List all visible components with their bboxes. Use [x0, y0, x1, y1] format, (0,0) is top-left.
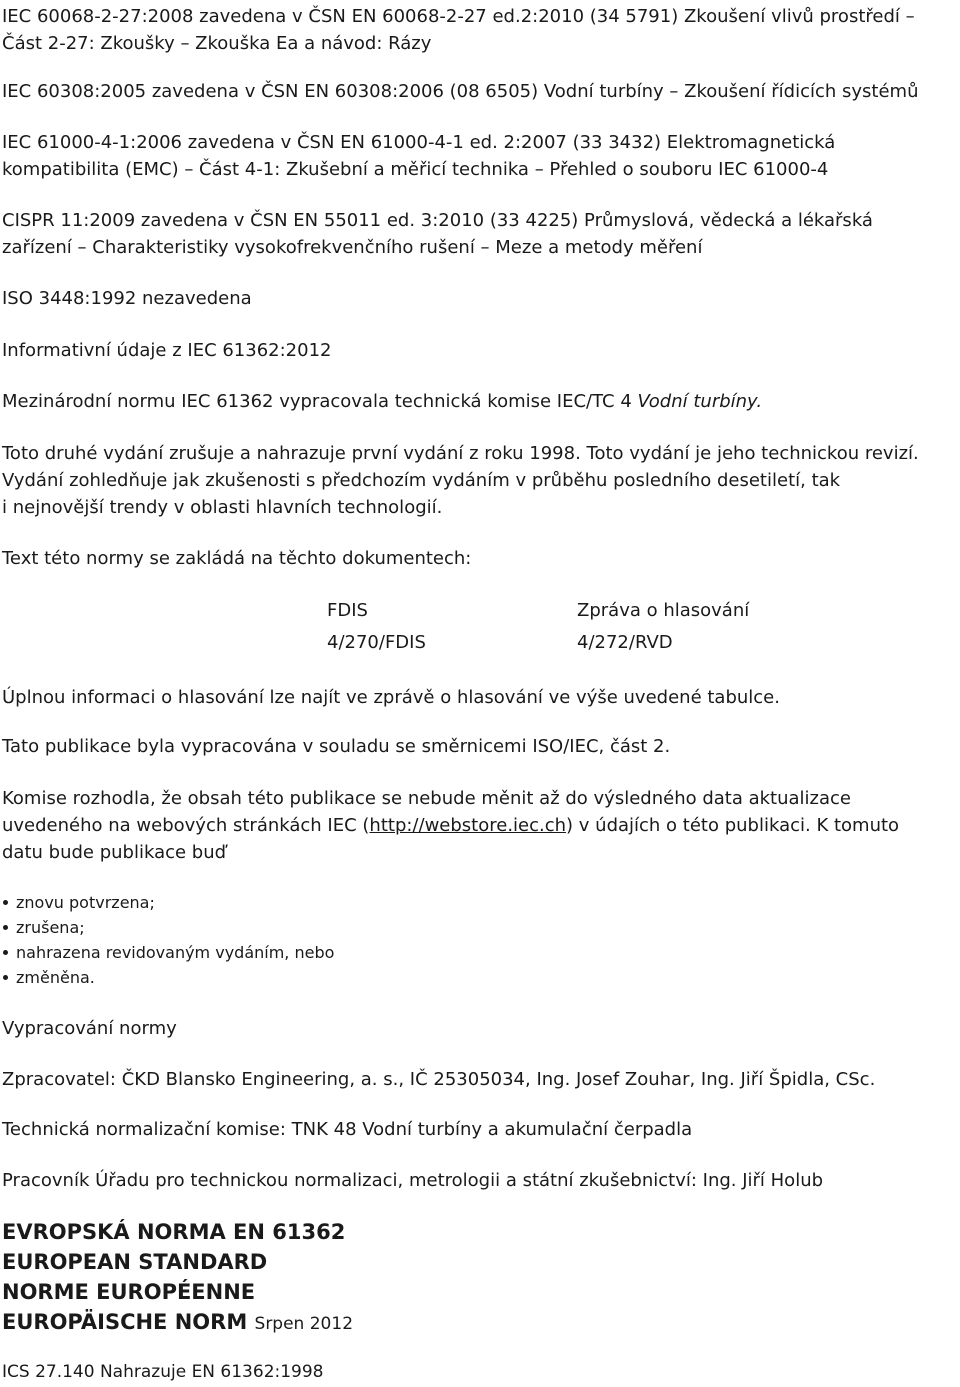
full-voting-info-text: Úplnou informaci o hlasování lze najít ve zprávě o hlasování ve výše uvedené tabulce.	[2, 687, 780, 708]
voting-table-cell-fdis: 4/270/FDIS	[327, 632, 426, 653]
edition-line3: i nejnovější trendy v oblasti hlavních technologií.	[2, 497, 443, 518]
edition-paragraph	[2, 440, 919, 521]
reference-cispr11	[2, 207, 873, 261]
list-item: zrušena;	[2, 915, 334, 940]
bullet-icon	[3, 925, 8, 930]
reference-iso3448: ISO 3448:1992 nezavedena	[2, 288, 252, 309]
iec-webstore-link[interactable]: http://webstore.iec.ch	[369, 815, 567, 836]
voting-table-header-report: Zpráva o hlasování	[577, 600, 750, 621]
reference-cispr11-line1: CISPR 11:2009 zavedena v ČSN EN 55011 ed. 3:2010 (33 4225) Průmyslová, vědecká a lékařská	[2, 210, 873, 231]
preparation-author: Zpracovatel: ČKD Blansko Engineering, a. s., IČ 25305034, Ing. Josef Zouhar, Ing. Jiří Špidla, CSc.	[2, 1069, 876, 1090]
preparation-committee: Technická normalizační komise: TNK 48 Vodní turbíny a akumulační čerpadla	[2, 1119, 693, 1140]
committee-line3: datu bude publikace buď	[2, 842, 227, 863]
standard-title-en: EUROPEAN STANDARD	[2, 1250, 268, 1274]
bullet-icon	[3, 975, 8, 980]
list-item: nahrazena revidovaným vydáním, nebo	[2, 940, 334, 965]
voting-table-header-fdis: FDIS	[327, 600, 368, 621]
standard-title-fr: NORME EUROPÉENNE	[2, 1280, 256, 1304]
bullet-icon	[3, 900, 8, 905]
ics-line: ICS 27.140 Nahrazuje EN 61362:1998	[2, 1362, 324, 1382]
committee-line2-prefix: uvedeného na webových stránkách IEC (	[2, 815, 370, 836]
standard-title-de-line	[2, 1307, 353, 1339]
prepared-by-paragraph	[2, 388, 762, 415]
edition-line1: Toto druhé vydání zrušuje a nahrazuje první vydání z roku 1998. Toto vydání je jeho technickou revizí.	[2, 443, 919, 464]
preparation-heading: Vypracování normy	[2, 1018, 177, 1039]
reference-iec60068-line2: Část 2-27: Zkoušky – Zkouška Ea a návod: Rázy	[2, 33, 432, 54]
standard-title-de: EUROPÄISCHE NORM	[2, 1310, 248, 1334]
prepared-by-text: Mezinárodní normu IEC 61362 vypracovala technická komise IEC/TC 4	[2, 391, 638, 412]
publication-status-list	[2, 890, 334, 990]
list-item: znovu potvrzena;	[2, 890, 334, 915]
voting-table-cell-rvd: 4/272/RVD	[577, 632, 673, 653]
reference-iec61000	[2, 129, 835, 183]
reference-iec60068-line1: IEC 60068-2-27:2008 zavedena v ČSN EN 60068-2-27 ed.2:2010 (34 5791) Zkoušení vlivů prostředí –	[2, 6, 915, 27]
info-heading: Informativní údaje z IEC 61362:2012	[2, 340, 332, 361]
based-on-text: Text této normy se zakládá na těchto dokumentech:	[2, 548, 472, 569]
reference-cispr11-line2: zařízení – Charakteristiky vysokofrekvenčního rušení – Meze a metody měření	[2, 237, 703, 258]
directives-text: Tato publikace byla vypracována v souladu se směrnicemi ISO/IEC, část 2.	[2, 736, 671, 757]
list-item: změněna.	[2, 965, 334, 990]
standard-date: Srpen 2012	[254, 1314, 354, 1334]
committee-line2	[2, 812, 899, 839]
committee-line2-suffix: ) v údajích o této publikaci. K tomuto	[566, 815, 900, 836]
standard-title-cs: EVROPSKÁ NORMA EN 61362	[2, 1220, 346, 1244]
standard-title-block	[2, 1217, 353, 1339]
committee-paragraph	[2, 785, 899, 866]
reference-iec60068	[2, 3, 915, 57]
preparation-officer: Pracovník Úřadu pro technickou normalizaci, metrologii a státní zkušebnictví: Ing. Jiří Holub	[2, 1170, 824, 1191]
prepared-by-committee-title: Vodní turbíny.	[637, 391, 763, 412]
reference-iec60308: IEC 60308:2005 zavedena v ČSN EN 60308:2006 (08 6505) Vodní turbíny – Zkoušení řídicích systémů	[2, 81, 919, 102]
committee-line1: Komise rozhodla, že obsah této publikace se nebude měnit až do výsledného data aktualizace	[2, 788, 851, 809]
reference-iec61000-line1: IEC 61000-4-1:2006 zavedena v ČSN EN 61000-4-1 ed. 2:2007 (33 3432) Elektromagnetická	[2, 132, 836, 153]
edition-line2: Vydání zohledňuje jak zkušenosti s předchozím vydáním v průběhu posledního desetiletí, tak	[2, 470, 841, 491]
bullet-icon	[3, 950, 8, 955]
reference-iec61000-line2: kompatibilita (EMC) – Část 4-1: Zkušební a měřicí technika – Přehled o souboru IEC 61000-4	[2, 159, 829, 180]
